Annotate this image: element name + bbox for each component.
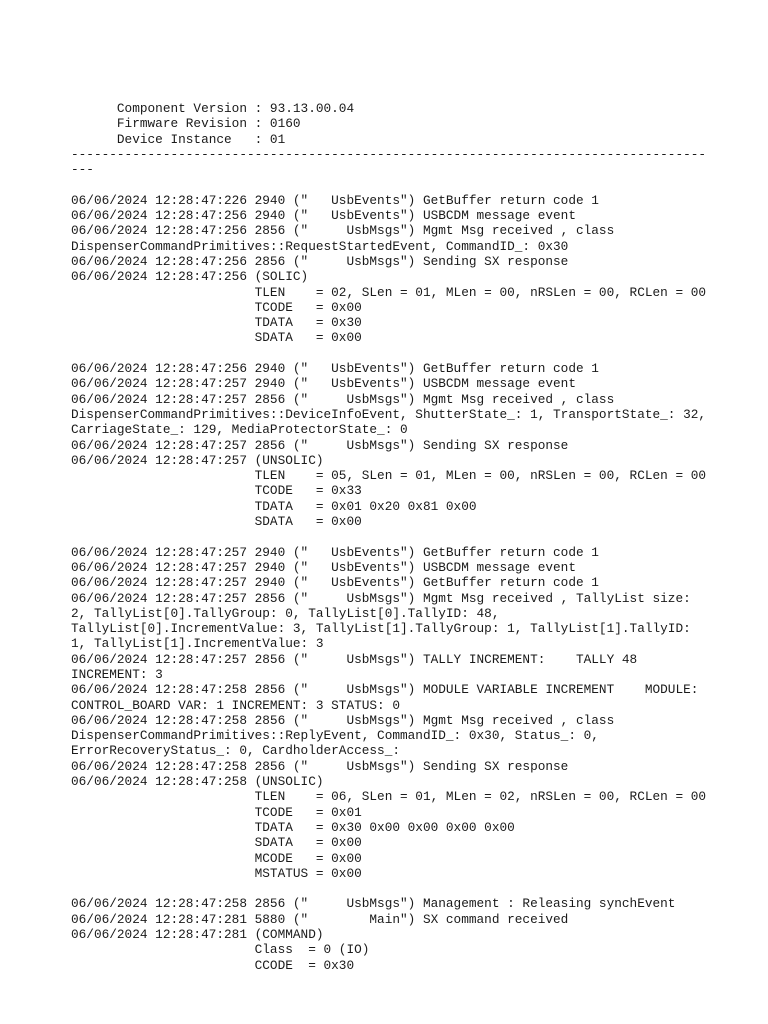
log-line: TCODE = 0x01 bbox=[71, 804, 362, 820]
log-line: MCODE = 0x00 bbox=[71, 850, 362, 866]
log-line: TDATA = 0x30 0x00 0x00 0x00 0x00 bbox=[71, 819, 515, 835]
log-line: DispenserCommandPrimitives::DeviceInfoEvent, ShutterState_: 1, TransportState_: 32, bbox=[71, 406, 707, 422]
log-line: 06/06/2024 12:28:47:257 2856 (" UsbMsgs") TALLY INCREMENT: TALLY 48 bbox=[71, 651, 638, 667]
log-line: 2, TallyList[0].TallyGroup: 0, TallyList[0].TallyID: 48, bbox=[71, 605, 500, 621]
log-line: 06/06/2024 12:28:47:258 2856 (" UsbMsgs") Mgmt Msg received , class bbox=[71, 712, 615, 728]
log-line: TDATA = 0x30 bbox=[71, 315, 362, 331]
log-line: DispenserCommandPrimitives::RequestStartedEvent, CommandID_: 0x30 bbox=[71, 238, 569, 254]
log-line: SDATA = 0x00 bbox=[71, 330, 362, 346]
log-line: DispenserCommandPrimitives::ReplyEvent, CommandID_: 0x30, Status_: 0, bbox=[71, 728, 599, 744]
log-line: --- bbox=[71, 162, 94, 178]
log-line: 06/06/2024 12:28:47:281 (COMMAND) bbox=[71, 927, 324, 943]
log-line: 06/06/2024 12:28:47:257 2940 (" UsbEvents") GetBuffer return code 1 bbox=[71, 575, 599, 591]
log-line: TallyList[0].IncrementValue: 3, TallyList[1].TallyGroup: 1, TallyList[1].TallyID: bbox=[71, 621, 691, 637]
log-line: 06/06/2024 12:28:47:256 2940 (" UsbEvents") GetBuffer return code 1 bbox=[71, 361, 599, 377]
log-line: 06/06/2024 12:28:47:257 2940 (" UsbEvents") GetBuffer return code 1 bbox=[71, 544, 599, 560]
blank-line bbox=[71, 529, 706, 544]
log-line: TLEN = 05, SLen = 01, MLen = 00, nRSLen = 00, RCLen = 00 bbox=[71, 468, 707, 484]
log-line: 06/06/2024 12:28:47:258 2856 (" UsbMsgs") MODULE VARIABLE INCREMENT MODULE: bbox=[71, 682, 699, 698]
log-line: Component Version : 93.13.00.04 bbox=[71, 101, 355, 116]
log-line: 06/06/2024 12:28:47:258 2856 (" UsbMsgs") Sending SX response bbox=[71, 758, 569, 774]
log-line: INCREMENT: 3 bbox=[71, 666, 163, 682]
log-line: Device Instance : 01 bbox=[71, 131, 286, 147]
log-line: CONTROL_BOARD VAR: 1 INCREMENT: 3 STATUS: 0 bbox=[71, 697, 401, 713]
log-text bbox=[71, 101, 706, 973]
log-line: MSTATUS = 0x00 bbox=[71, 865, 362, 881]
log-line: 1, TallyList[1].IncrementValue: 3 bbox=[71, 636, 324, 652]
blank-line bbox=[71, 177, 706, 192]
log-line: CarriageState_: 129, MediaProtectorState_: 0 bbox=[71, 422, 408, 438]
log-line: 06/06/2024 12:28:47:256 2940 (" UsbEvents") USBCDM message event bbox=[71, 208, 576, 224]
log-line: 06/06/2024 12:28:47:258 (UNSOLIC) bbox=[71, 774, 324, 790]
log-line: 06/06/2024 12:28:47:258 2856 (" UsbMsgs") Management : Releasing synchEvent bbox=[71, 896, 676, 912]
log-line: TDATA = 0x01 0x20 0x81 0x00 bbox=[71, 498, 477, 514]
log-line: 06/06/2024 12:28:47:257 2856 (" UsbMsgs") Mgmt Msg received , TallyList size: bbox=[71, 590, 691, 606]
log-line: 06/06/2024 12:28:47:257 2940 (" UsbEvents") USBCDM message event bbox=[71, 559, 576, 575]
log-line: 06/06/2024 12:28:47:256 (SOLIC) bbox=[71, 269, 309, 285]
log-line: Class = 0 (IO) bbox=[71, 942, 370, 958]
log-line: CCODE = 0x30 bbox=[71, 957, 355, 973]
log-line: 06/06/2024 12:28:47:226 2940 (" UsbEvents") GetBuffer return code 1 bbox=[71, 192, 599, 208]
log-line: SDATA = 0x00 bbox=[71, 514, 362, 530]
log-line: 06/06/2024 12:28:47:256 2856 (" UsbMsgs") Sending SX response bbox=[71, 253, 569, 269]
log-line: 06/06/2024 12:28:47:281 5880 (" Main") SX command received bbox=[71, 911, 569, 927]
log-line: 06/06/2024 12:28:47:257 2856 (" UsbMsgs") Mgmt Msg received , class bbox=[71, 391, 615, 407]
blank-line bbox=[71, 881, 706, 896]
log-line: Firmware Revision : 0160 bbox=[71, 116, 301, 132]
log-line: TLEN = 06, SLen = 01, MLen = 02, nRSLen = 00, RCLen = 00 bbox=[71, 789, 707, 805]
log-line: 06/06/2024 12:28:47:257 (UNSOLIC) bbox=[71, 452, 324, 468]
log-line: ErrorRecoveryStatus_: 0, CardholderAccess_: bbox=[71, 743, 401, 759]
log-line: 06/06/2024 12:28:47:257 2856 (" UsbMsgs") Sending SX response bbox=[71, 437, 569, 453]
log-line: SDATA = 0x00 bbox=[71, 835, 362, 851]
log-line: TCODE = 0x00 bbox=[71, 299, 362, 315]
log-line: 06/06/2024 12:28:47:256 2856 (" UsbMsgs") Mgmt Msg received , class bbox=[71, 223, 615, 239]
log-line: ----------------------------------------------------------------------------------- bbox=[71, 146, 707, 162]
log-line: TLEN = 02, SLen = 01, MLen = 00, nRSLen = 00, RCLen = 00 bbox=[71, 284, 707, 300]
log-line: 06/06/2024 12:28:47:257 2940 (" UsbEvents") USBCDM message event bbox=[71, 376, 576, 392]
log-line: TCODE = 0x33 bbox=[71, 483, 362, 499]
blank-line bbox=[71, 346, 706, 361]
